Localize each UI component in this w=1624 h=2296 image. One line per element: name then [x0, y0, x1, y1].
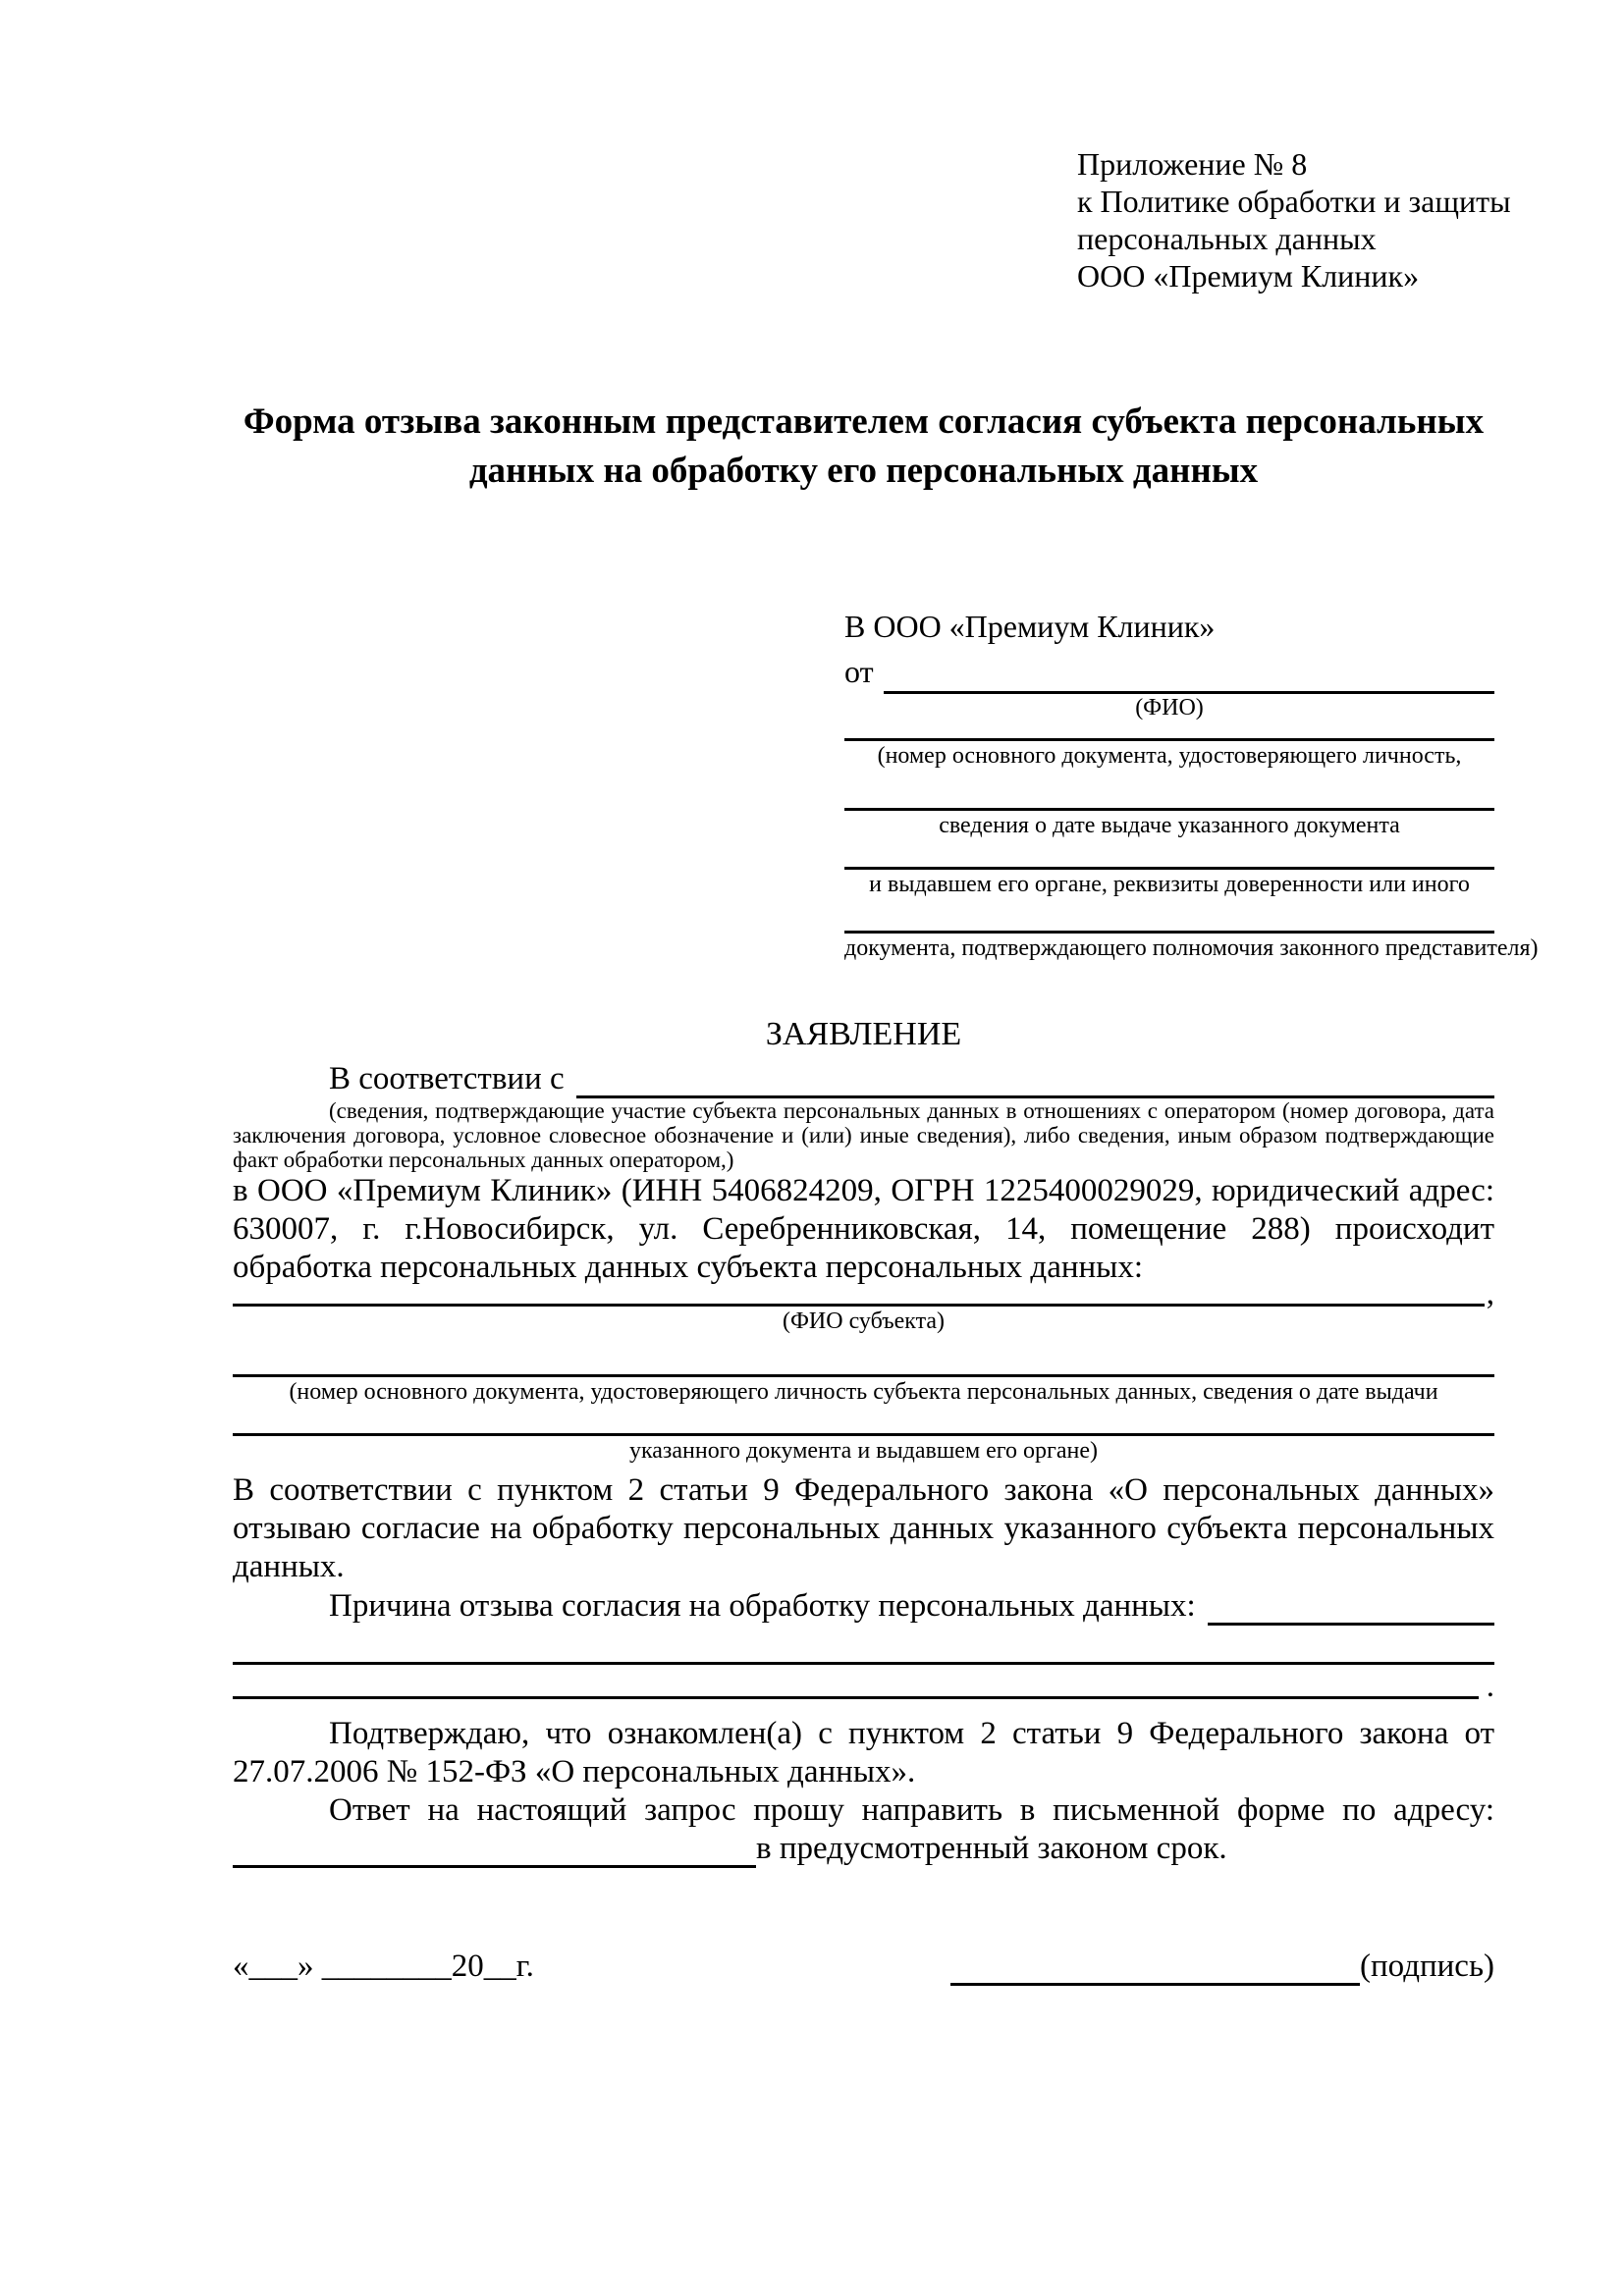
form-title: Форма отзыва законным представителем согласия субъекта персональных данных на обработку его персональных данных	[243, 401, 1485, 491]
document-content	[233, 0, 1539, 1986]
accordance-prefix: В соответствии с	[329, 1061, 565, 1096]
reason-blank-line	[1208, 1589, 1494, 1626]
blank-field-line	[844, 899, 1494, 934]
reason-blank-line-2	[233, 1626, 1494, 1665]
annex-line: к Политике обработки и защиты	[1077, 184, 1511, 219]
subject-fio-tail: ,	[1486, 1276, 1494, 1311]
withdrawal-paragraph: В соответствии с пунктом 2 статьи 9 Федерального закона «О персональных данных» отзываю согласие на обработку персональных данных указанного субъекта персональных данных.	[233, 1472, 1494, 1584]
statement-heading: ЗАЯВЛЕНИЕ	[765, 1016, 962, 1052]
subject-fio-row	[233, 1276, 1494, 1311]
from-field-row	[844, 649, 1494, 694]
reason-blank-line-3	[233, 1665, 1479, 1699]
footer-row	[233, 1947, 1494, 1986]
subject-doc-caption: (номер основного документа, удостоверяющего личность субъекта персональных данных, сведения о дате выдачи	[289, 1379, 1438, 1405]
subject-doc-blank-line	[233, 1336, 1494, 1377]
signature-blank-line	[950, 1949, 1360, 1986]
annex-line: персональных данных	[1077, 221, 1377, 256]
reply-request-line: Ответ на настоящий запрос прошу направить в письменной форме по адресу:	[329, 1792, 1494, 1828]
from-blank-line	[884, 652, 1494, 694]
accordance-row	[233, 1059, 1494, 1098]
field-caption: документа, подтверждающего полномочия законного представителя)	[844, 935, 1539, 961]
blank-field-line	[844, 771, 1494, 811]
subject-doc-blank-line	[233, 1407, 1494, 1436]
reason-blank-tail: .	[1486, 1669, 1494, 1704]
signature-group	[950, 1947, 1494, 1986]
accordance-note: (сведения, подтверждающие участие субъекта персональных данных в отношениях с оператором (номер договора, дата заключения договора, условное словесное обозначение и (или) иные сведения), либо сведения, иным образом подтверждающие факт обработки персональных данных оператором,)	[233, 1098, 1494, 1172]
addressee-block	[844, 604, 1539, 963]
accordance-blank-line	[576, 1062, 1494, 1098]
annex-line: ООО «Премиум Клиник»	[1077, 258, 1420, 294]
date-field: «___» ________20__г.	[233, 1949, 534, 1984]
annex-line: Приложение № 8	[1077, 146, 1308, 182]
subject-fio-blank-line	[233, 1287, 1485, 1307]
reply-address-row	[233, 1830, 1494, 1868]
addressee-organization: В ООО «Премиум Клиник»	[844, 609, 1216, 644]
from-label: от	[844, 654, 874, 689]
operator-paragraph: в ООО «Премиум Клиник» (ИНН 5406824209, ОГРН 1225400029029, юридический адрес: 630007, г. г.Новосибирск, ул. Серебренниковская, 14, помещение 288) происходит обработка персональных данных субъекта персональных данных:	[233, 1173, 1494, 1285]
blank-field-line	[844, 721, 1494, 741]
blank-field-line	[844, 840, 1494, 870]
signature-caption: (подпись)	[1360, 1949, 1494, 1984]
annex-reference	[1077, 145, 1511, 294]
reason-prefix: Причина отзыва согласия на обработку персональных данных:	[329, 1588, 1196, 1624]
subject-doc-caption: указанного документа и выдавшем его органе)	[628, 1438, 1099, 1464]
reply-request-tail: в предусмотренный законом срок.	[756, 1831, 1227, 1866]
confirmation-paragraph: Подтверждаю, что ознакомлен(а) с пунктом 2 статьи 9 Федерального закона от 27.07.2006 № 152-ФЗ «О персональных данных».	[233, 1716, 1494, 1789]
reason-row	[233, 1586, 1494, 1626]
subject-fio-caption: (ФИО субъекта)	[782, 1308, 946, 1334]
field-caption: сведения о дате выдаче указанного документа	[939, 813, 1400, 838]
field-caption: (номер основного документа, удостоверяющего личность,	[877, 743, 1462, 769]
reason-blank-row-3	[233, 1665, 1494, 1704]
fio-caption: (ФИО)	[1135, 695, 1204, 721]
field-caption: и выдавшем его органе, реквизиты доверенности или иного	[869, 872, 1470, 897]
reply-address-blank-line	[233, 1832, 756, 1868]
